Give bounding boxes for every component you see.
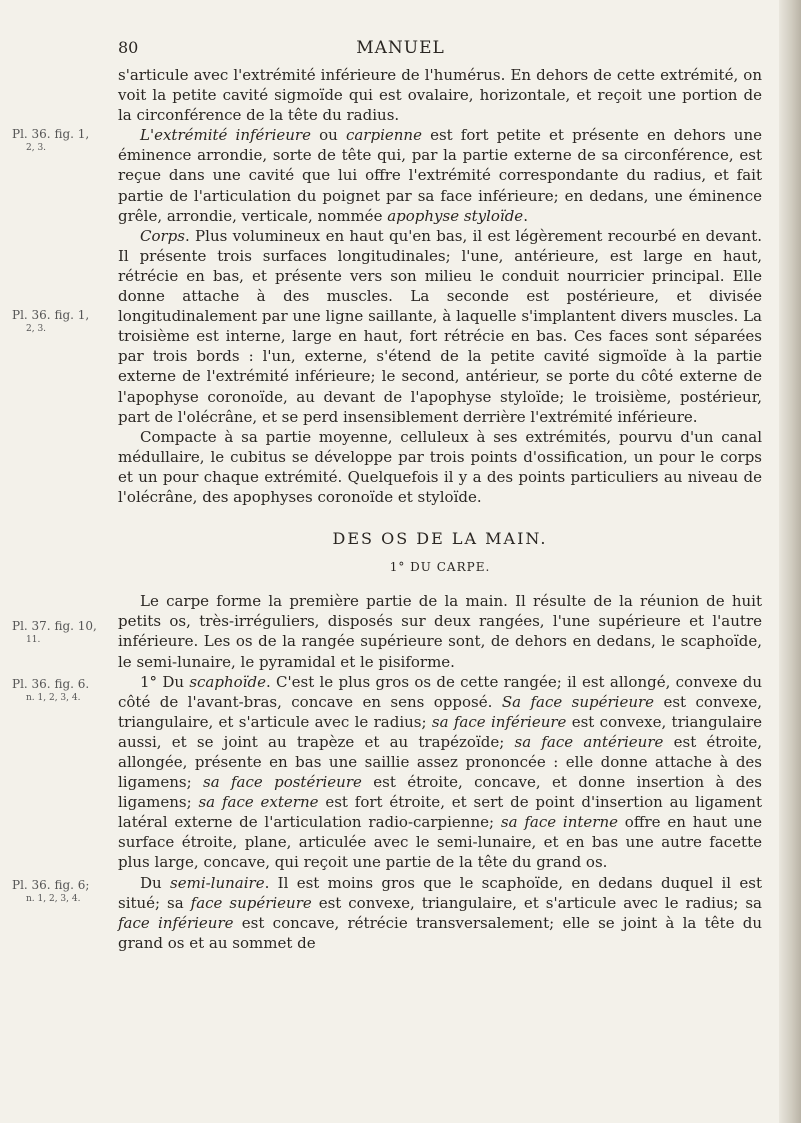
margin-note: Pl. 36. fig. 1, 2, 3. — [12, 308, 90, 334]
page-edge-shadow — [779, 0, 801, 1123]
paragraph: Le carpe forme la première partie de la main. Il résulte de la réunion de huit petits os, très-irréguliers, disposés sur deux rangées, l'une supérieure et l'autre inférieure. Les os de la rangée supérieure sont, de dehors en dedans, le scaphoïde, le semi-lunaire, le pyramidal et le pisiforme. — [118, 592, 762, 671]
margin-note: Pl. 37. fig. 10, 11. — [12, 619, 97, 645]
paragraph: L'extrémité inférieure ou carpienne est fort petite et présente en dehors une éminence arrondie, sorte de tête qui, par la partie externe de sa circonférence, est reçue dans une cavité que lui offre l'extrémité correspondante du radius, et fait partie de l'articulation du poignet par sa face inférieure; en dedans, une éminence grêle, arrondie, verticale, nommée apophyse styloïde. — [118, 126, 762, 225]
running-head: MANUEL — [356, 38, 445, 58]
paragraph: 1° Du scaphoïde. C'est le plus gros os de cette rangée; il est allongé, convexe du côté de l'avant-bras, concave en sens opposé. Sa face supérieure est convexe, triangulaire, et s'articule avec le radius; sa face inférieure est convexe, triangulaire aussi, et se joint au trapèze et au trapézoïde; sa face antérieure est étroite, allongée, présente en bas une saillie assez prononcée : elle donne attache à des ligamens; sa face postérieure est étroite, concave, et donne insertion à des ligamens; sa face externe est fort étroite, et sert de point d'insertion au ligament latéral externe de l'articulation radio-carpienne; sa face interne offre en haut une surface étroite, plane, articulée avec le semi-lunaire, et en bas une autre facette plus large, concave, qui reçoit une partie de la tête du grand os. — [118, 672, 763, 872]
margin-note: Pl. 36. fig. 6. n. 1, 2, 3, 4. — [12, 677, 90, 703]
subsection-title: 1° DU CARPE. — [389, 560, 491, 575]
paragraph: Corps. Plus volumineux en haut qu'en bas, il est légèrement recourbé en devant. Il présente trois surfaces longitudinales; l'une, antérieure, est large en haut, rétrécie en bas, et présente vers son milieu le conduit nourricier principal. Elle donne attache à des muscles. La seconde est postérieure, et divisée longitudinalement par une ligne saillante, à laquelle s'implantent divers muscles. La troisième est interne, large en haut, fort rétrécie en bas. Ces faces sont séparées par trois bords : l'un, externe, s'étend de la petite cavité sigmoïde à la partie externe de l'extrémité inférieure; le second, antérieur, se porte du côté externe de l'apophyse coronoïde, au devant de l'apophyse styloïde; le troisième, postérieur, part de l'olécrâne, et se perd insensiblement derrière l'extrémité inférieure. — [118, 226, 762, 426]
page-header — [0, 38, 801, 62]
section-title: DES OS DE LA MAIN. — [332, 529, 548, 549]
paragraph: s'articule avec l'extrémité inférieure de l'humérus. En dehors de cette extrémité, on voit la petite cavité sigmoïde qui est ovalaire, horizontale, et reçoit une portion de la circonférence de la tête du radius. — [118, 66, 762, 125]
paragraph: Du semi-lunaire. Il est moins gros que le scaphoïde, en dedans duquel il est situé; sa face supérieure est convexe, triangulaire, et s'articule avec le radius; sa face inférieure est concave, rétrécie transversalement; elle se joint à la tête du grand os et au sommet de — [118, 873, 762, 952]
page-body — [118, 65, 762, 953]
paragraph: Compacte à sa partie moyenne, celluleux à ses extrémités, pourvu d'un canal médullaire, le cubitus se développe par trois points d'ossification, un pour le corps et un pour chaque extrémité. Quelquefois il y a des points particuliers au niveau de l'olécrâne, des apophyses coronoïde et styloïde. — [118, 427, 762, 506]
margin-note: Pl. 36. fig. 1, 2, 3. — [12, 127, 90, 153]
page-number: 80 — [118, 38, 139, 57]
margin-note: Pl. 36. fig. 6; n. 1, 2, 3, 4. — [12, 878, 90, 904]
